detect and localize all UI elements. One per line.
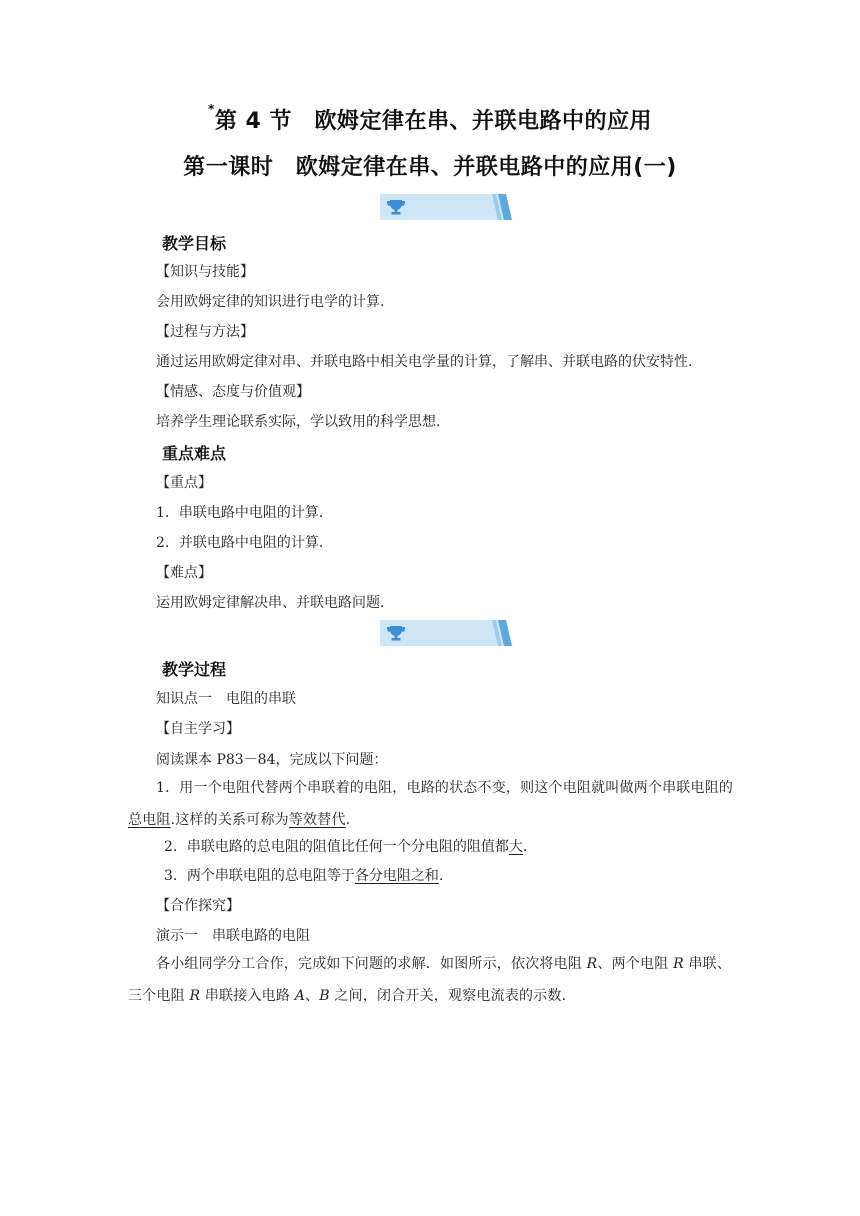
label-difficult: 【难点】: [156, 565, 212, 581]
question-2: 2．串联电路的总电阻的阻值比任何一个分电阻的阻值都大.: [164, 839, 528, 855]
answer-blank: 总电阻: [128, 812, 171, 828]
text-process: 通过运用欧姆定律对串、并联电路中相关电学量的计算，了解串、并联电路的伏安特性.: [156, 354, 693, 370]
title-marker: *: [208, 102, 215, 116]
demo-1-paragraph: 各小组同学分工合作，完成如下问题的求解．如图所示，依次将电阻 R、两个电阻 R 串联、三个电阻 R 串联接入电路 A、B 之间，闭合开关，观察电流表的示数.: [128, 956, 732, 1004]
question-1: 1．用一个电阻代替两个串联着的电阻，电路的状态不变，则这个电阻就叫做两个串联电阻的总电阻.这样的关系可称为等效替代.: [128, 780, 734, 828]
demo-1-title: 演示一 串联电路的电阻: [156, 928, 310, 944]
section-banner: [380, 620, 512, 646]
answer-blank: 各分电阻之和: [354, 868, 439, 884]
section-heading-goals: 教学目标: [162, 234, 227, 253]
section-heading-keypoints: 重点难点: [162, 444, 227, 463]
section-banner: [380, 194, 512, 220]
page-subtitle: 第一课时 欧姆定律在串、并联电路中的应用(一): [183, 155, 677, 180]
key-item-1: 1．串联电路中电阻的计算.: [156, 505, 324, 521]
page-title: [0, 104, 860, 135]
title-line-1: 第 4 节 欧姆定律在串、并联电路中的应用: [214, 109, 652, 134]
section-heading-process: 教学过程: [162, 660, 227, 679]
answer-blank: 大: [508, 839, 523, 855]
question-3: 3．两个串联电阻的总电阻等于各分电阻之和.: [164, 868, 444, 884]
label-knowledge: 【知识与技能】: [156, 264, 254, 280]
label-self-study: 【自主学习】: [156, 721, 240, 737]
label-key: 【重点】: [156, 475, 212, 491]
reading-instruction: 阅读课本 P83－84，完成以下问题：: [156, 752, 388, 768]
text-emotion: 培养学生理论联系实际，学以致用的科学思想.: [156, 414, 441, 430]
label-emotion: 【情感、态度与价值观】: [156, 384, 310, 400]
answer-blank: 等效替代: [288, 812, 346, 828]
knowledge-point-1: 知识点一 电阻的串联: [156, 691, 296, 707]
label-cooperation: 【合作探究】: [156, 898, 240, 914]
text-knowledge: 会用欧姆定律的知识进行电学的计算.: [156, 294, 385, 310]
label-process: 【过程与方法】: [156, 324, 254, 340]
key-item-2: 2．并联电路中电阻的计算.: [156, 535, 324, 551]
text-difficult: 运用欧姆定律解决串、并联电路问题.: [156, 595, 385, 611]
